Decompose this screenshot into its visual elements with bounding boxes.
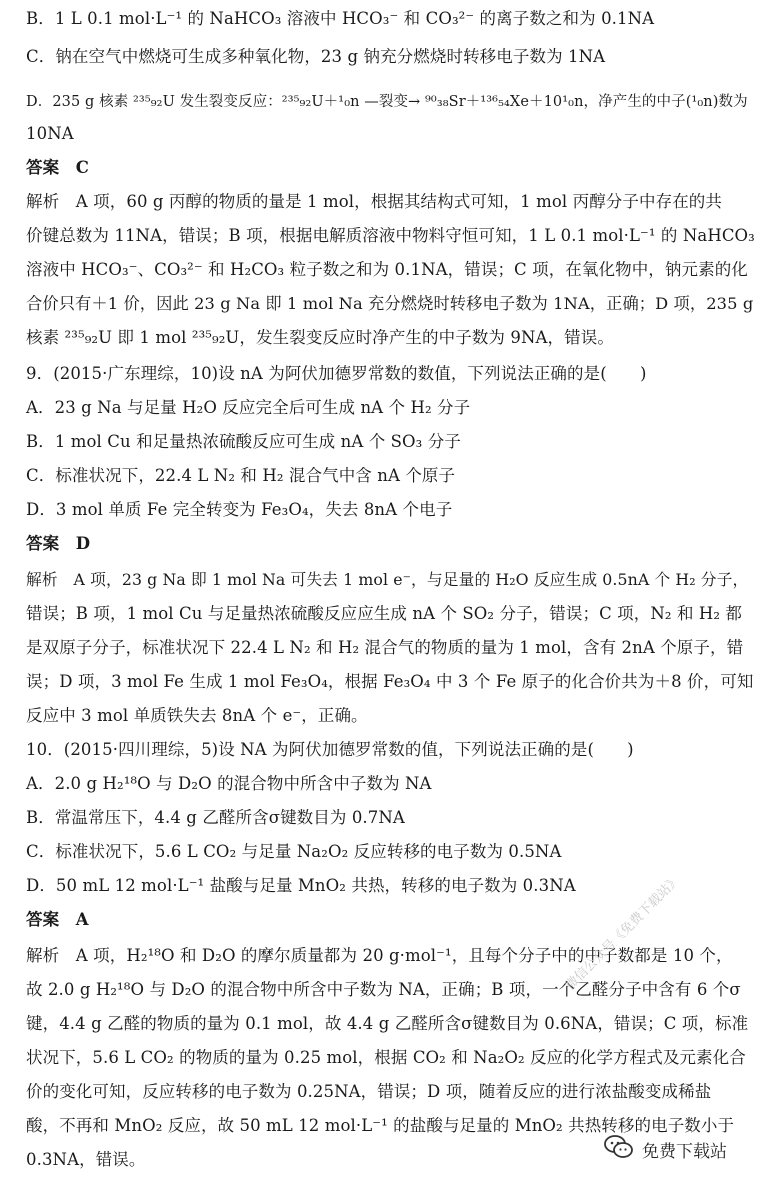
option-line: D．3 mol 单质 Fe 完全转变为 Fe₃O₄，失去 8nA 个电子 — [26, 500, 453, 519]
explanation-line: 溶液中 HCO₃⁻、CO₃²⁻ 和 H₂CO₃ 粒子数之和为 0.1NA，错误；C 项，在氧化物中，钠元素的化 — [26, 260, 748, 279]
option-line: D．50 mL 12 mol·L⁻¹ 盐酸与足量 MnO₂ 共热，转移的电子数为 0.3NA — [26, 876, 576, 895]
answer-line: 答案 A — [26, 910, 89, 929]
explanation-line: 错误；B 项，1 mol Cu 与足量热浓硫酸反应应生成 nA 个 SO₂ 分子，错误；C 项，N₂ 和 H₂ 都 — [26, 604, 743, 623]
option-line: C．钠在空气中燃烧可生成多种氧化物，23 g 钠充分燃烧时转移电子数为 1NA — [26, 47, 606, 66]
explanation-line: 状况下，5.6 L CO₂ 的物质的量为 0.25 mol，根据 CO₂ 和 Na₂O₂ 反应的化学方程式及元素化合 — [26, 1048, 746, 1067]
wechat-account-badge — [604, 1134, 727, 1165]
explanation-line: 价键总数为 11NA，错误；B 项，根据电解质溶液中物料守恒可知，1 L 0.1 mol·L⁻¹ 的 NaHCO₃ — [26, 226, 755, 245]
explanation-line: 价的变化可知，反应转移的电子数为 0.25NA，错误；D 项，随着反应的进行浓盐酸变成稀盐 — [26, 1082, 712, 1101]
question-line: 10．(2015·四川理综，5)设 NA 为阿伏加德罗常数的值，下列说法正确的是( ) — [26, 740, 634, 759]
explanation-line: 0.3NA，错误。 — [26, 1150, 146, 1169]
answer-line: 答案 C — [26, 158, 90, 177]
option-line: A．2.0 g H₂¹⁸O 与 D₂O 的混合物中所含中子数为 NA — [26, 774, 432, 793]
answer-line: 答案 D — [26, 534, 91, 553]
option-line: D．235 g 核素 ²³⁵₉₂U 发生裂变反应：²³⁵₉₂U＋¹₀n —裂变→ ⁹⁰₃₈Sr＋¹³⁶₅₄Xe＋10¹₀n，净产生的中子(¹₀n)数为 — [26, 94, 748, 110]
explanation-line: 故 2.0 g H₂¹⁸O 与 D₂O 的混合物中所含中子数为 NA，正确；B 项，一个乙醛分子中含有 6 个σ — [26, 980, 741, 999]
wechat-account-label: 免费下载站 — [642, 1142, 727, 1162]
explanation-line: 反应中 3 mol 单质铁失去 8nA 个 e⁻，正确。 — [26, 706, 368, 725]
question-line: 9．(2015·广东理综，10)设 nA 为阿伏加德罗常数的数值，下列说法正确的是( ) — [26, 364, 647, 383]
option-line: C．标准状况下，22.4 L N₂ 和 H₂ 混合气中含 nA 个原子 — [26, 466, 456, 485]
explanation-line: 合价只有＋1 价，因此 23 g Na 即 1 mol Na 充分燃烧时转移电子数为 1NA，正确；D 项，235 g — [26, 294, 754, 313]
option-line: A．23 g Na 与足量 H₂O 反应完全后可生成 nA 个 H₂ 分子 — [26, 398, 471, 417]
option-line: B．1 mol Cu 和足量热浓硫酸反应可生成 nA 个 SO₃ 分子 — [26, 432, 461, 451]
watermark: 微信公众号《免费下载站》 — [562, 872, 684, 994]
explanation-line: 误；D 项，3 mol Fe 生成 1 mol Fe₃O₄，根据 Fe₃O₄ 中 3 个 Fe 原子的化合价共为＋8 价，可知 — [26, 672, 754, 691]
explanation-line: 键，4.4 g 乙醛的物质的量为 0.1 mol，故 4.4 g 乙醛所含σ键数目为 0.6NA，错误；C 项，标准 — [26, 1014, 749, 1033]
wechat-icon — [604, 1134, 634, 1165]
option-line: C．标准状况下，5.6 L CO₂ 与足量 Na₂O₂ 反应转移的电子数为 0.5NA — [26, 842, 562, 861]
option-line: B．1 L 0.1 mol·L⁻¹ 的 NaHCO₃ 溶液中 HCO₃⁻ 和 CO₃²⁻ 的离子数之和为 0.1NA — [26, 9, 655, 28]
explanation-line: 酸，不再和 MnO₂ 反应，故 50 mL 12 mol·L⁻¹ 的盐酸与足量的 MnO₂ 共热转移的电子数小于 — [26, 1116, 735, 1135]
explanation-line: 解析 A 项，H₂¹⁸O 和 D₂O 的摩尔质量都为 20 g·mol⁻¹，且每个分子中的中子数都是 10 个， — [26, 946, 733, 965]
explanation-line: 解析 A 项，60 g 丙醇的物质的量是 1 mol，根据其结构式可知，1 mol 丙醇分子中存在的共 — [26, 192, 722, 211]
text-line: 10NA — [26, 124, 74, 143]
explanation-line: 核素 ²³⁵₉₂U 即 1 mol ²³⁵₉₂U，发生裂变反应时净产生的中子数为 9NA，错误。 — [26, 328, 614, 347]
explanation-line: 是双原子分子，标准状况下 22.4 L N₂ 和 H₂ 混合气的物质的量为 1 mol，含有 2nA 个原子，错 — [26, 638, 744, 657]
explanation-line: 解析 A 项，23 g Na 即 1 mol Na 可失去 1 mol e⁻，与足量的 H₂O 反应生成 0.5nA 个 H₂ 分子， — [26, 570, 749, 589]
option-line: B．常温常压下，4.4 g 乙醛所含σ键数目为 0.7NA — [26, 808, 405, 827]
